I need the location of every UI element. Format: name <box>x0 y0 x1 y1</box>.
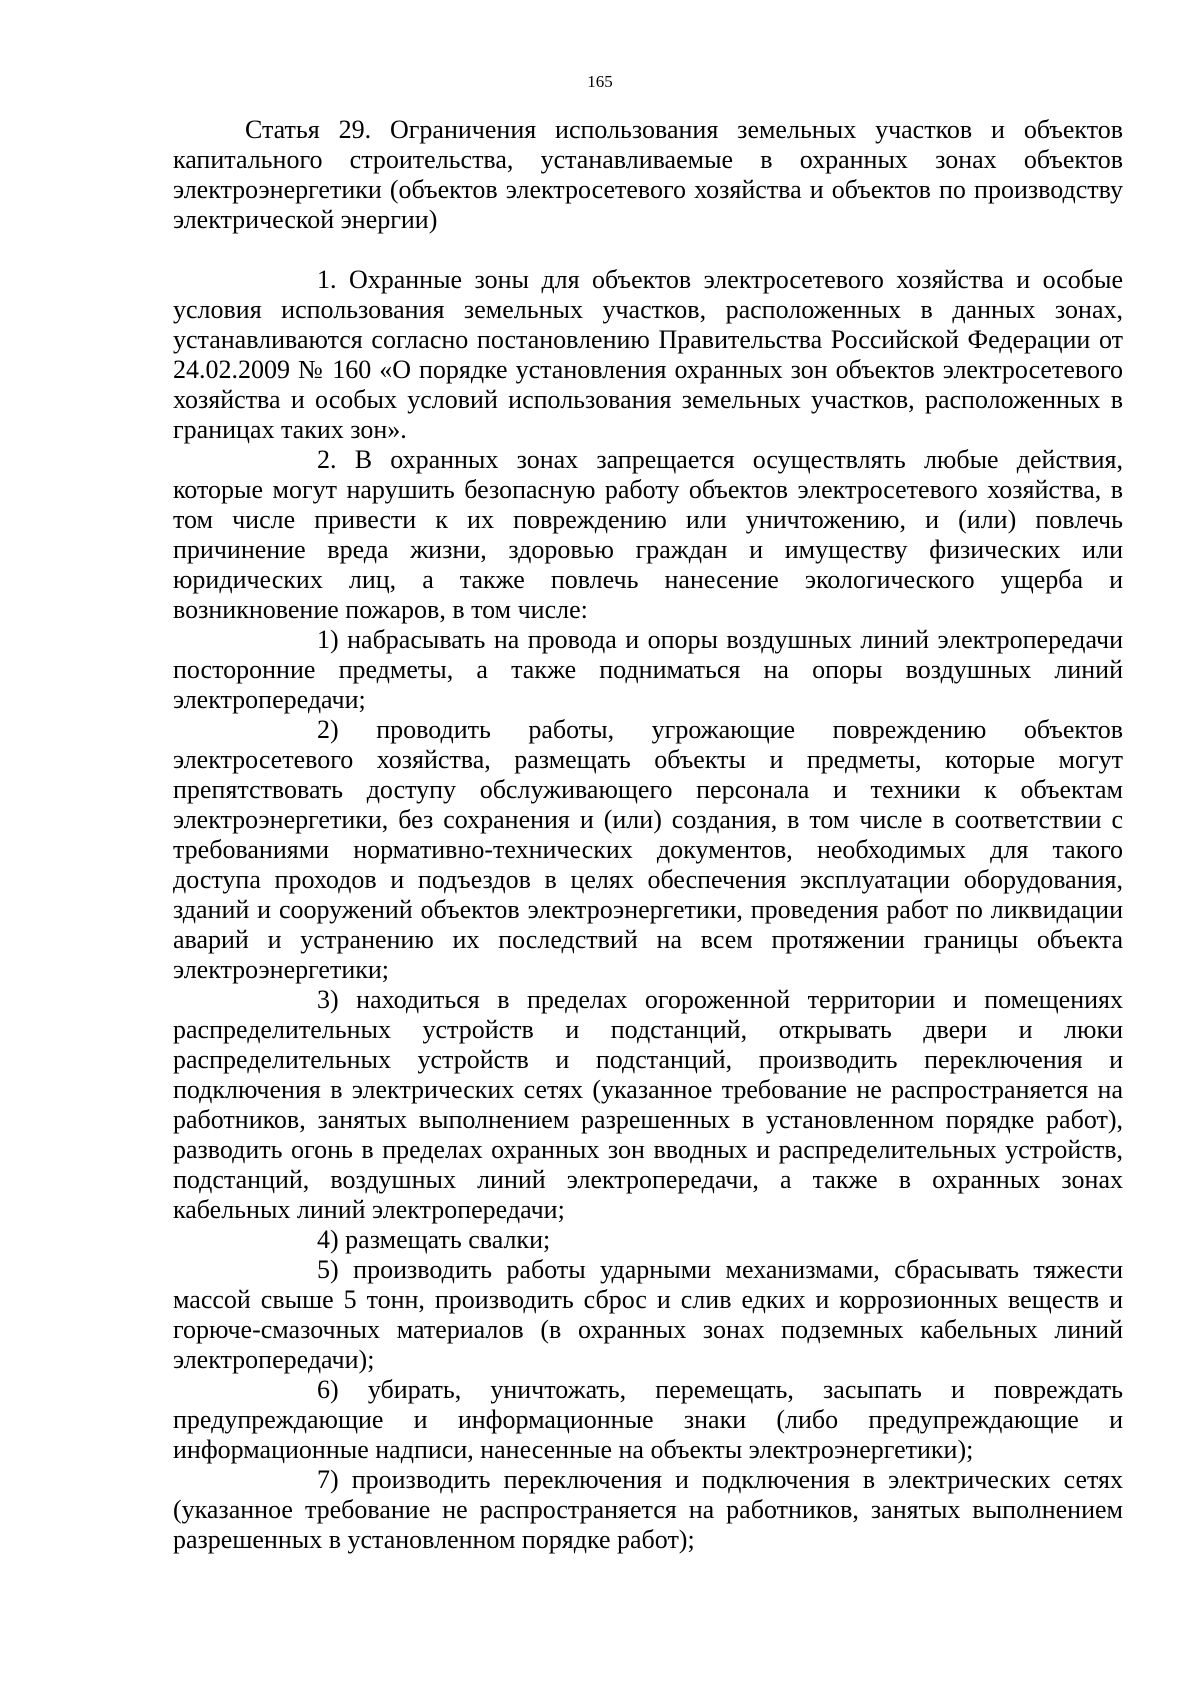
item-number: 6) <box>317 1375 339 1404</box>
list-item-1 <box>173 625 1123 715</box>
item-number: 4) <box>317 1225 339 1254</box>
list-item-6 <box>173 1375 1123 1465</box>
item-number: 3) <box>317 985 339 1014</box>
page-number: 165 <box>587 72 613 91</box>
list-item-5 <box>173 1255 1123 1375</box>
item-number: 1) <box>317 625 339 654</box>
paragraph-number: 1. <box>317 265 337 294</box>
paragraph-1 <box>173 265 1123 445</box>
article-heading: Статья 29. Ограничения использования земельных участков и объектов капитального строительства, устанавливаемые в охранных зонах объектов электроэнергетики (объектов электросетевого хозяйства и объектов по производству электрической энергии) <box>173 115 1123 234</box>
item-number: 2) <box>317 715 339 744</box>
spacer <box>173 235 1123 265</box>
item-text: производить работы ударными механизмами, сбрасывать тяжести массой свыше 5 тонн, производить сброс и слив едких и коррозионных веществ и горюче-смазочных материалов (в охранных зонах подземных кабельных линий электропередачи); <box>173 1255 1124 1374</box>
list-item-4 <box>173 1225 1123 1255</box>
item-text: проводить работы, угрожающие повреждению объектов электросетевого хозяйства, размещать объекты и предметы, которые могут препятствовать доступу обслуживающего персонала и техники к объектам электроэнергетики, без сохранения и (или) создания, в том числе в соответствии с требованиями нормативно-технических документов, необходимых для такого доступа проходов и подъездов в целях обеспечения эксплуатации оборудования, зданий и сооружений объектов электроэнергетики, проведения работ по ликвидации аварий и устранению их последствий на всем протяжении границы объекта электроэнергетики; <box>173 715 1123 984</box>
list-item-7 <box>173 1465 1123 1555</box>
item-text: набрасывать на провода и опоры воздушных линий электропередачи посторонние предметы, а также подниматься на опоры воздушных линий электропередачи; <box>173 625 1123 714</box>
item-text: производить переключения и подключения в электрических сетях (указанное требование не распространяется на работников, занятых выполнением разрешенных в установленном порядке работ); <box>173 1465 1124 1554</box>
item-text: находиться в пределах огороженной территории и помещениях распределительных устройств и подстанций, открывать двери и люки распределительных устройств и подстанций, производить переключения и подключения в электрических сетях (указанное требование не распространяется на работников, занятых выполнением разрешенных в установленном порядке работ), разводить огонь в пределах охранных зон вводных и распределительных устройств, подстанций, воздушных линий электропередачи, а также в охранных зонах кабельных линий электропередачи; <box>173 985 1124 1224</box>
item-text: размещать свалки; <box>345 1225 551 1254</box>
paragraph-2 <box>173 445 1123 625</box>
document-body <box>173 115 1123 1555</box>
item-text: убирать, уничтожать, перемещать, засыпать и повреждать предупреждающие и информационные знаки (либо предупреждающие и информационные надписи, нанесенные на объекты электроэнергетики); <box>173 1375 1124 1464</box>
paragraph-number: 2. <box>317 445 337 474</box>
paragraph-text: Охранные зоны для объектов электросетевого хозяйства и особые условия использования земельных участков, расположенных в данных зонах, устанавливаются согласно постановлению Правительства Российской Федерации от 24.02.2009 № 160 «О порядке установления охранных зон объектов электросетевого хозяйства и особых условий использования земельных участков, расположенных в границах таких зон». <box>173 265 1124 444</box>
item-number: 5) <box>317 1255 339 1284</box>
item-number: 7) <box>317 1465 339 1494</box>
paragraph-text: В охранных зонах запрещается осуществлять любые действия, которые могут нарушить безопасную работу объектов электросетевого хозяйства, в том числе привести к их повреждению или уничтожению, и (или) повлечь причинение вреда жизни, здоровью граждан и имуществу физических или юридических лиц, а также повлечь нанесение экологического ущерба и возникновение пожаров, в том числе: <box>173 445 1124 624</box>
list-item-3 <box>173 985 1123 1225</box>
list-item-2 <box>173 715 1123 985</box>
